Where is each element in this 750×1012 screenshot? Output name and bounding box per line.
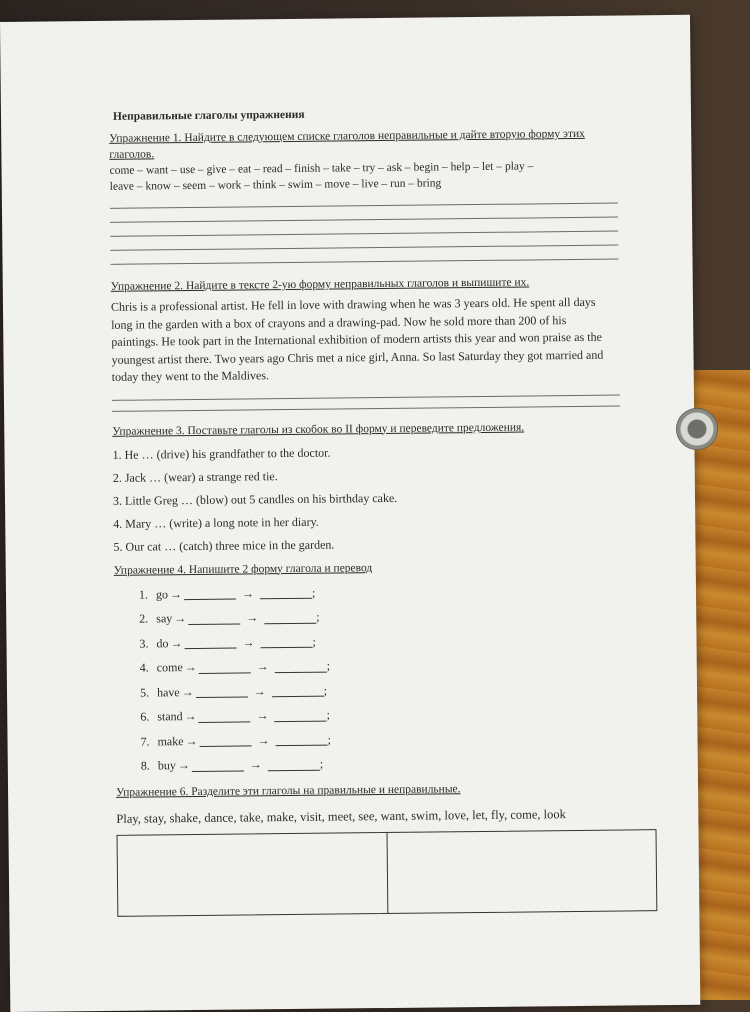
exercise-4-item [120, 749, 616, 779]
exercise-3-sentence: 2. Jack … (wear) a strange red tie. [112, 468, 278, 485]
arrow-icon: → [181, 684, 194, 699]
item-end: ; [327, 732, 331, 747]
answer-blank[interactable] [184, 587, 236, 601]
arrow-icon: → [169, 586, 183, 602]
item-number: 2. [139, 611, 149, 626]
arrow-icon: → [241, 586, 255, 601]
answer-blank[interactable] [268, 757, 320, 771]
arrow-icon: → [257, 732, 270, 748]
item-end: ; [323, 683, 328, 698]
item-number: 4. [139, 660, 149, 675]
answer-blank[interactable] [272, 684, 324, 698]
item-number: 8. [140, 758, 150, 773]
answer-blank[interactable] [199, 734, 251, 748]
arrow-icon: → [256, 708, 269, 723]
item-end: ; [326, 658, 331, 673]
answer-line [110, 203, 618, 209]
item-number: 1. [138, 587, 149, 602]
arrow-icon: → [256, 659, 269, 674]
arrow-icon: → [184, 660, 197, 675]
item-verb: buy [157, 758, 176, 773]
exercise-1-verb-list-line-2: leave – know – seem – work – think – swim – move – live – run – bring [109, 177, 442, 193]
answer-line [110, 245, 618, 251]
exercise-3-sentence: 5. Our cat … (catch) three mice in the garden. [113, 537, 335, 554]
arrow-icon: → [184, 709, 197, 724]
answer-blank[interactable] [275, 733, 327, 747]
exercise-4-title: Упражнение 4. Напишите 2 форму глагола и перевод [113, 561, 373, 577]
item-end: ; [316, 609, 320, 624]
arrow-icon: → [242, 635, 255, 650]
item-number: 5. [139, 685, 150, 700]
exercise-2-title: Упражнение 2. Найдите в тексте 2-ую форму неправильных глаголов и выпишите их. [110, 276, 530, 293]
item-verb: make [157, 733, 184, 749]
item-verb: go [155, 587, 169, 602]
answer-blank[interactable] [199, 660, 251, 674]
item-number: 3. [139, 636, 149, 651]
metal-grommet [676, 408, 718, 450]
exercise-3-sentence: 3. Little Greg … (blow) out 5 candles on his birthday cake. [112, 490, 398, 508]
item-verb: stand [157, 709, 183, 724]
sorting-table [117, 829, 658, 917]
item-verb: do [156, 636, 169, 651]
item-verb: come [156, 660, 183, 675]
worksheet-paper [0, 15, 700, 1012]
exercise-6-verbs: Play, stay, shake, dance, take, make, visit, meet, see, want, swim, love, let, fly, come, look [116, 806, 566, 826]
exercise-3-sentences [112, 441, 613, 554]
arrow-icon: → [253, 684, 266, 699]
answer-blank[interactable] [184, 636, 236, 650]
answer-blank[interactable] [264, 610, 316, 624]
exercise-1-verb-list-line-1: come – want – use – give – eat – read – finish – take – try – ask – begin – help – let – play – [109, 160, 534, 177]
answer-blank[interactable] [275, 708, 327, 722]
answer-blank[interactable] [260, 586, 312, 600]
worksheet-title: Неправильные глаголы упражнения [112, 108, 305, 123]
exercise-1-title: Упражнение 1. Найдите в следующем списке глаголов неправильные и дайте вторую форму этих глаголов. [109, 127, 585, 161]
arrow-icon: → [246, 610, 259, 625]
arrow-icon: → [249, 757, 262, 772]
worksheet-content [109, 104, 617, 917]
answer-blank[interactable] [196, 685, 248, 699]
arrow-icon: → [177, 758, 190, 773]
answer-line [111, 259, 619, 265]
item-end: ; [311, 585, 316, 600]
answer-line [112, 394, 620, 400]
arrow-icon: → [170, 635, 183, 650]
item-end: ; [319, 756, 324, 771]
exercise-3-title: Упражнение 3. Поставьте глаголы из скобок во II форму и переведите предложения. [112, 421, 525, 438]
item-number: 7. [140, 734, 150, 749]
item-end: ; [312, 634, 316, 649]
item-verb: have [156, 684, 180, 700]
item-verb: say [156, 611, 173, 626]
arrow-icon: → [174, 611, 187, 626]
exercise-6-title: Упражнение 6. Разделите эти глаголы на правильные и неправильные. [116, 782, 461, 799]
answer-line [112, 405, 620, 411]
answer-line [110, 217, 618, 223]
item-end: ; [326, 707, 331, 722]
exercise-4-list [118, 577, 616, 778]
answer-line [110, 231, 618, 237]
answer-blank[interactable] [275, 659, 327, 673]
regular-verbs-column [118, 833, 387, 916]
answer-blank[interactable] [260, 635, 312, 649]
answer-blank[interactable] [199, 709, 251, 723]
exercise-2-text: Chris is a professional artist. He fell in love with drawing when he was 3 years old. He spent all days long in the garden with a box of crayons and a drawing-pad. Now he sold more than 200 of his paintings. He took part in the International exhibition of modern artists this year and won praise as the youngest artist there. Two years ago Chris met a nice girl, Anna. So last Saturday they got married and today they went to the Maldives. [110, 294, 604, 384]
exercise-3-sentence: 1. He … (drive) his grandfather to the doctor. [112, 445, 331, 462]
answer-blank[interactable] [188, 611, 240, 625]
irregular-verbs-column [386, 830, 656, 913]
item-number: 6. [140, 709, 150, 724]
answer-blank[interactable] [192, 758, 244, 772]
arrow-icon: → [185, 733, 198, 748]
exercise-3-sentence: 4. Mary … (write) a long note in her diary. [113, 514, 319, 531]
